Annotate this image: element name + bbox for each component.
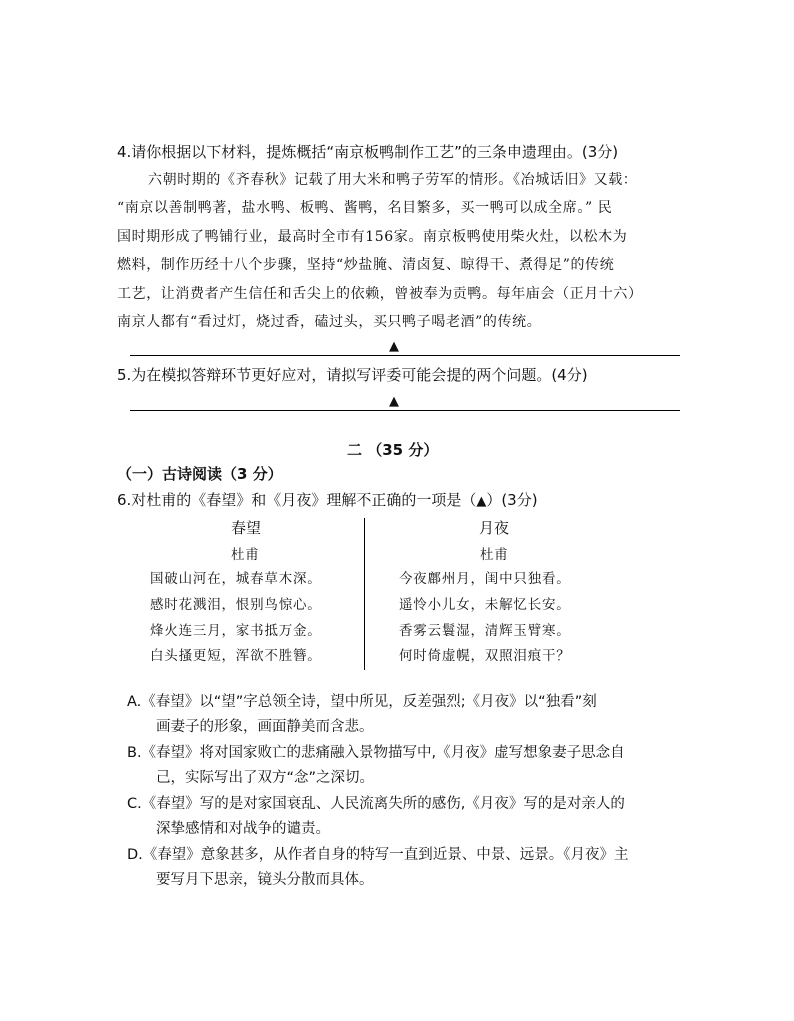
q5-answer-line[interactable] [130, 410, 680, 411]
poem-title: 春望 [231, 519, 262, 537]
q6-prompt [117, 490, 538, 512]
poem-line: 何时倚虚幌，双照泪痕干？ [399, 648, 571, 664]
poem-title: 月夜 [479, 519, 510, 537]
option-b-line1[interactable]: B.《春望》将对国家败亡的悲痛融入景物描写中,《月夜》虚写想象妻子思念自 [127, 745, 625, 761]
poem-author: 杜甫 [231, 547, 260, 563]
option-d-line1[interactable]: D.《春望》意象甚多，从作者自身的特写一直到近景、中景、远景。《月夜》主 [127, 847, 629, 863]
q4-material-line: 南京人都有“看过灯，烧过香，磕过头，买只鸭子喝老酒”的传统。 [117, 314, 542, 330]
poem-line: 烽火连三月，家书抵万金。 [150, 623, 322, 639]
q6-answer-mark: ▲ [476, 494, 487, 509]
q4-material-line: 工艺，让消费者产生信任和舌尖上的依赖，曾被奉为贡鸭。每年庙会（正月十六） [117, 286, 643, 302]
option-c-line2: 深挚感情和对战争的谴责。 [156, 821, 330, 837]
poem-line: 感时花溅泪，恨别鸟惊心。 [150, 597, 322, 613]
q4-prompt: 4.请你根据以下材料，提炼概括“南京板鸭制作工艺”的三条申遗理由。(3分) [117, 143, 619, 161]
poem-line: 香雾云鬟湿，清辉玉臂寒。 [399, 623, 571, 639]
option-a-line2: 画妻子的形象，画面静美而含悲。 [156, 719, 374, 735]
q4-answer-line[interactable] [130, 355, 680, 356]
section-subtitle: （一）古诗阅读（3 分） [117, 465, 283, 483]
option-c-line1[interactable]: C.《春望》写的是对家国衰乱、人民流离失所的感伤,《月夜》写的是对亲人的 [127, 796, 625, 812]
poem-line: 今夜鄜州月，闺中只独看。 [399, 571, 571, 587]
option-d-line2: 要写月下思亲，镜头分散而具体。 [156, 872, 374, 888]
poem-author: 杜甫 [480, 547, 509, 563]
poem-line: 白头搔更短，浑欲不胜簪。 [150, 648, 322, 664]
q4-material-line: 国时期形成了鸭铺行业，最高时全市有156家。南京板鸭使用柴火灶，以松木为 [117, 229, 628, 245]
section-title: 二 （35 分） [347, 441, 439, 459]
option-b-line2: 己，实际写出了双方“念”之深切。 [156, 770, 375, 786]
q4-material-line: “南京以善制鸭著，盐水鸭、板鸭、酱鸭，名目繁多，买一鸭可以成全席。” 民 [117, 200, 613, 216]
q6-prompt-text: 6.对杜甫的《春望》和《月夜》理解不正确的一项是（ [117, 491, 477, 509]
q4-material-line: 六朝时期的《齐春秋》记载了用大米和鸭子劳军的情形。《冶城话旧》又载： [148, 172, 638, 188]
poem-line: 遥怜小儿女，未解忆长安。 [399, 597, 571, 613]
q5-prompt: 5.为在模拟答辩环节更好应对，请拟写评委可能会提的两个问题。(4分) [117, 366, 588, 384]
poem-line: 国破山河在，城春草木深。 [150, 571, 322, 587]
poem-divider [364, 518, 365, 670]
q5-answer-mark: ▲ [389, 394, 399, 409]
q4-answer-mark: ▲ [389, 339, 399, 354]
option-a-line1[interactable]: A.《春望》以“望”字总领全诗，望中所见，反差强烈;《月夜》以“独看”刻 [127, 694, 597, 710]
q4-material-line: 燃料，制作历经十八个步骤，坚持“炒盐腌、清卤复、晾得干、煮得足”的传统 [117, 257, 615, 273]
q6-prompt-score: ）(3分) [486, 491, 538, 509]
